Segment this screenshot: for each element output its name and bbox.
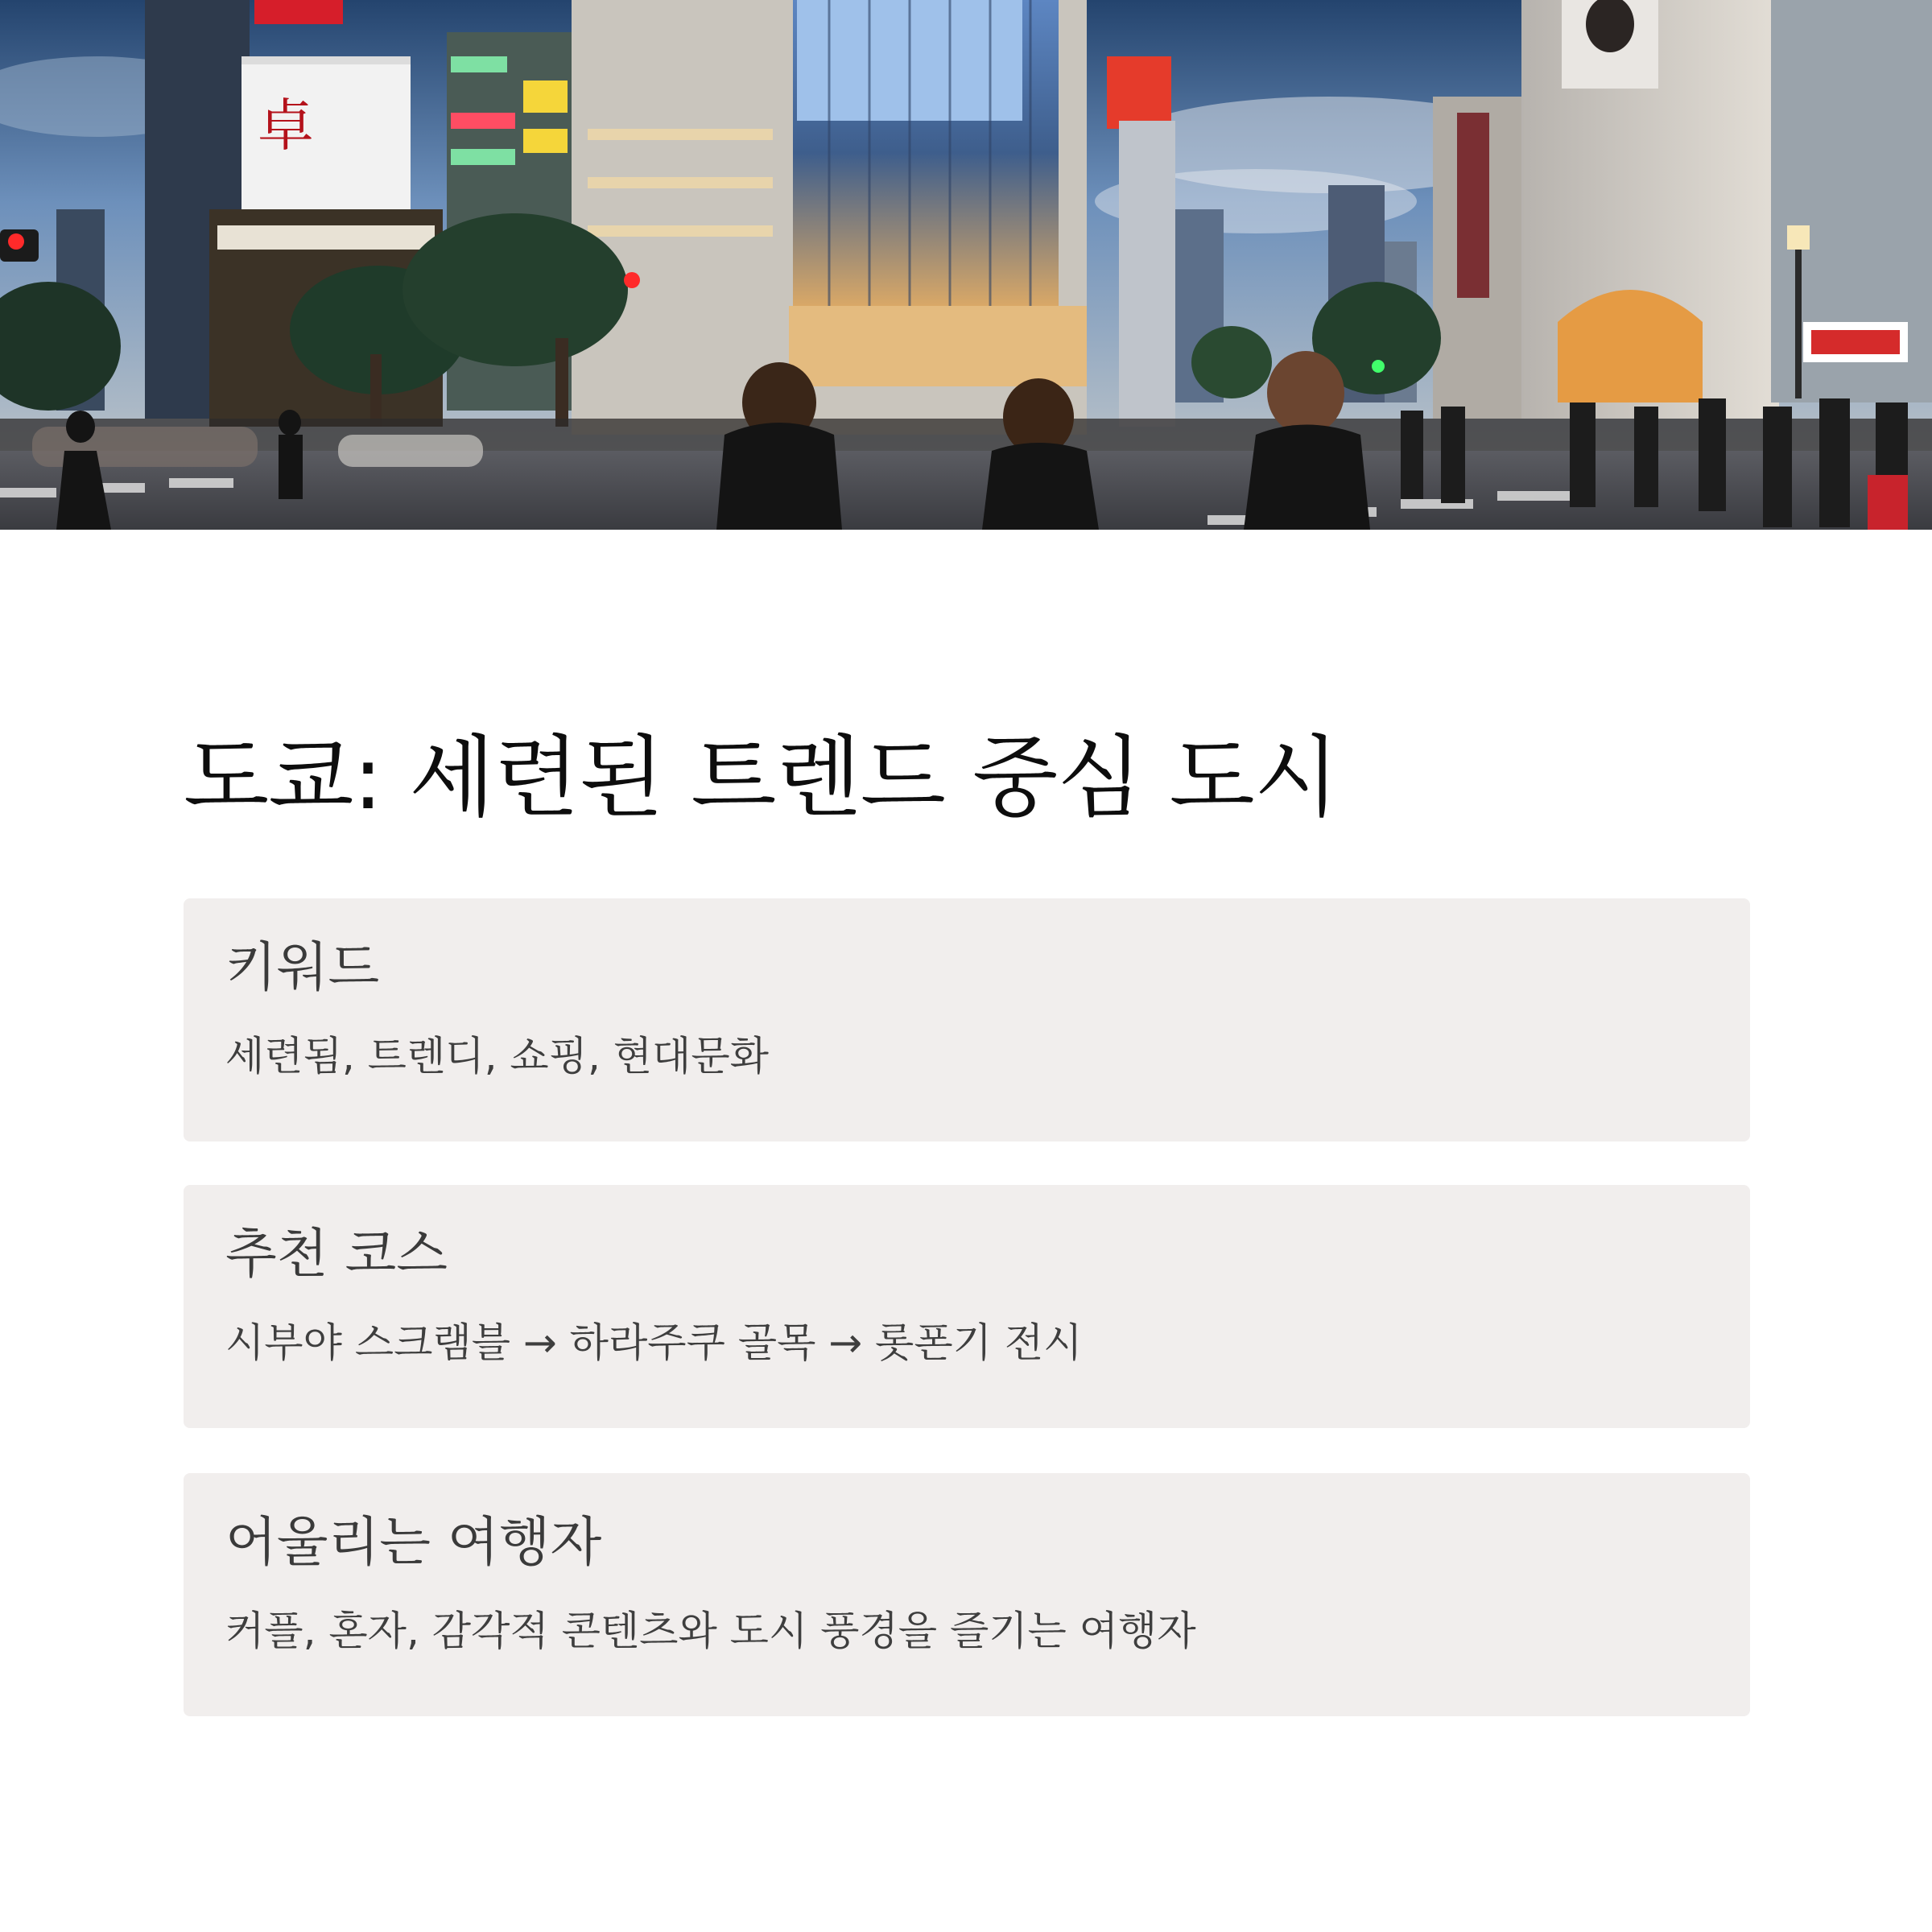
city-crossing-photo [0,0,1932,530]
suitable-travelers-heading: 어울리는 여행자 [225,1511,602,1573]
recommended-course-text: 시부야 스크램블 → 하라주쿠 골목 → 롯폰기 전시 [225,1319,1083,1367]
content-area [184,724,1750,831]
recommended-course-card [184,1185,1750,1428]
page-title: 도쿄: 세련된 트렌드 중심 도시 [184,726,1340,829]
hero-image [0,0,1932,530]
keywords-heading: 키워드 [225,936,380,998]
keywords-card [184,898,1750,1141]
keywords-text: 세련됨, 트렌디, 쇼핑, 현대문화 [225,1033,769,1080]
suitable-travelers-text: 커플, 혼자, 감각적 콘텐츠와 도시 풍경을 즐기는 여행자 [225,1608,1196,1655]
svg-text:卓: 卓 [258,93,314,159]
suitable-travelers-card [184,1473,1750,1716]
recommended-course-heading: 추천 코스 [225,1223,448,1285]
